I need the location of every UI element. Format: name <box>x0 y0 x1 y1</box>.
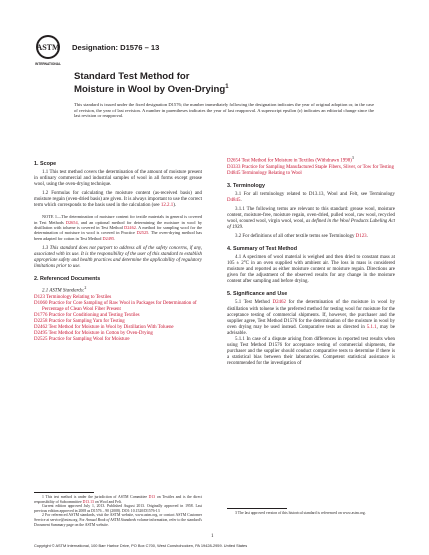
para-3-1-1: 3.1.1 The following terms are relevant to this standard: grease wool, moisture content, moisture-free, moisture regain, oven-dried, pulled wool, raw wool, recycled wool, scoured wool, virgin wool, wool, as defined in the Wool Products Labeling Act of 1939. <box>227 206 396 231</box>
list-item: D2525 Practice for Sampling Wool for Moisture <box>34 337 130 343</box>
para-1-2: 1.2 Formulas for calculating the moisture content (as-received basis) and moisture regain (oven-dried basis) are given. It is always important to use the correct term which corresponds to the basis used in the calculation (see 12.2.1). <box>34 191 202 209</box>
para-4-1: 4.1 A specimen of wool material is weighed and then dried to constant mass at 105 ± 2°C in an oven supplied with ambient air. The loss in mass is considered moisture and reported as either moisture content or moisture regain. Directions are given for the adjustment of the observed results for any change in the moisture content after sampling and before drying. <box>227 255 395 285</box>
para-1-1: 1.1 This test method covers the determination of the amount of moisture present in ordinary commercial and industrial samples of wool in all forms except grease wool, using the oven-drying technique. <box>34 170 202 188</box>
link-d2462-b[interactable]: D2462 <box>272 300 286 306</box>
list-item: D1776 Practice for Conditioning and Testing Textiles <box>34 312 140 318</box>
list-item: D123 Terminology Relating to Textiles <box>34 294 112 300</box>
referenced-standards-list <box>34 295 202 343</box>
footnote-1-edition: Current edition approved July 1, 2013. Published August 2013. Originally approved in 1958. Last previous edition approved in 2008 as D1576 – 90 (2008). DOI: 10.1520/D1576-13 <box>34 504 202 513</box>
link-12-2-1[interactable]: 12.2.1 <box>160 203 174 209</box>
para-3-1: 3.1 For all terminology related to D13.13, Wool and Felt, see Terminology D4845. <box>227 191 395 203</box>
list-item: D2462 Test Method for Moisture in Wool by Distillation With Toluene <box>34 324 174 330</box>
right-footnotes <box>227 508 395 516</box>
svg-text:INTERNATIONAL: INTERNATIONAL <box>35 62 61 66</box>
footnote-divider <box>227 508 287 509</box>
title-line-2: Moisture in Wool by Oven-Drying$^1$ <box>74 84 229 96</box>
link-d123[interactable]: D123 <box>355 234 367 240</box>
footnote-1: 1 This test method is under the jurisdiction of ASTM Committee D13 on Textiles and is the direct responsibility of Subcommittee D13.13 on Wool and Felt. <box>34 495 202 504</box>
para-2-1: 2.1 ASTM Standards:$^2$ <box>42 285 87 294</box>
footnote-divider <box>34 492 94 493</box>
heading-summary: 4. Summary of Test Method <box>227 246 297 253</box>
left-footnotes <box>34 492 202 527</box>
page-number: 1 <box>211 534 214 539</box>
copyright-line: Copyright © ASTM International, 100 Barr Harbor Drive, PO Box C700, West Conshohocken, PA 19428-2959. United States <box>34 543 248 548</box>
title-footnote-mark: 1 <box>225 84 229 90</box>
heading-terminology: 3. Terminology <box>227 182 265 189</box>
right-column <box>227 155 395 367</box>
note-1: NOTE 1—The determination of moisture content for textile materials in general is covered in Test Methods D2654, and an optional method for determining the moisture in wool by distillation with toluene is covered in Test Method D2462. A method for sampling wool for the determination of moisture in wool is covered in Practice D2525. The oven-drying method has been adapted for cotton in Test Method D2495. <box>34 214 203 241</box>
left-column <box>34 155 202 343</box>
list-item: D1060 Practice for Core Sampling of Raw Wool in Packages for Determination of Percentage of Clean Wool Fiber Present <box>34 300 197 312</box>
footnote-3: 3 The last approved version of this historical standard is referenced on www.astm.org. <box>235 511 366 515</box>
para-1-3: 1.3 This standard does not purport to address all of the safety concerns, if any, associated with its use. It is the responsibility of the user of this standard to establish appropriate safety and health practices and determine the applicability of regulatory limitations prior to use. <box>34 245 202 269</box>
para-3-2: 3.2 For definitions of all other textile terms see Terminology D123. <box>235 234 368 240</box>
issuance-notice: This standard is issued under the fixed designation D1576; the number immediately following the designation indicates the year of original adoption or, in the case of revision, the year of last revision. A number in parentheses indicates the year of last reapproval. A superscript epsilon (ε) indicates an editorial change since the last revision or reapproval. <box>74 102 374 119</box>
footnote-2: 2 For referenced ASTM standards, visit the ASTM website, www.astm.org, or contact ASTM Customer Service at service@astm.org. For Annual Book of ASTM Standards volume information, refer to the standard's Document Summary page on the ASTM website. <box>34 513 202 527</box>
list-item: D4845 Terminology Relating to Wool <box>227 170 302 176</box>
document-title <box>74 71 374 95</box>
para-5-1-1: 5.1.1 In case of a dispute arising from differences in reported test results when using Test Method D1576 for acceptance testing of commercial shipments, the purchaser and the supplier should conduct comparative tests to determine if there is a statistical bias between their laboratories. Competent statistical assistance is recommended for the investigation of <box>227 336 395 366</box>
astm-logo <box>34 34 62 68</box>
designation: Designation: D1576 – 13 <box>72 43 160 52</box>
link-d2525[interactable]: D2525 <box>136 230 149 236</box>
title-line-1: Standard Test Method for <box>74 71 190 82</box>
link-d4845[interactable]: D4845 <box>227 197 241 203</box>
list-item: D3333 Practice for Sampling Manufactured Staple Fibers, Sliver, or Tow for Testing <box>227 164 394 170</box>
heading-referenced-documents: 2. Referenced Documents <box>34 276 101 282</box>
list-item: D2258 Practice for Sampling Yarn for Testing <box>34 318 125 324</box>
list-item: D2654 Test Method for Moisture in Textiles (Withdrawn 1998)$^3$ <box>227 155 354 164</box>
link-5-1-1[interactable]: 5.1.1 <box>366 324 377 330</box>
link-d2654[interactable]: D2654 <box>65 219 78 225</box>
para-5-1: 5.1 Test Method D2462 for the determination of the moisture in wool by distillation with toluene is the preferred method for testing wool for moisture for the acceptance testing of commercial shipments. If, however, the purchaser and the supplier agree, Test Method D1576 for the determination of the moisture in wool by oven drying may be used instead. Comparative tests as directed in 5.1.1, may be advisable. <box>227 300 395 336</box>
link-d2462[interactable]: D2462 <box>124 224 136 230</box>
heading-scope: 1. Scope <box>34 161 57 167</box>
list-item: D2495 Test Method for Moisture in Cotton by Oven-Drying <box>34 331 153 337</box>
link-d2495[interactable]: D2495 <box>102 235 115 241</box>
heading-significance: 5. Significance and Use <box>227 291 288 298</box>
svg-text:ASTM: ASTM <box>36 43 60 52</box>
